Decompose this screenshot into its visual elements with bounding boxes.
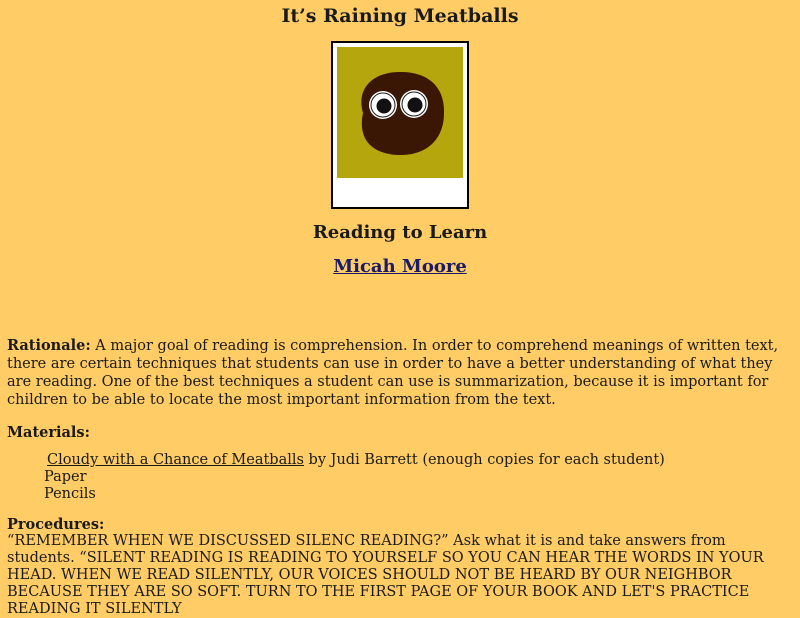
materials-list — [44, 452, 665, 503]
procedures-heading: Procedures: — [7, 516, 105, 533]
author-link[interactable]: Micah Moore — [333, 256, 467, 277]
book-title: Cloudy with a Chance of Meatballs — [47, 452, 304, 468]
rationale-text: A major goal of reading is comprehension. In order to comprehend meanings of written text, there are certain techniques that students can use in order to have a better understanding of what they are reading. One of the best techniques a student can use is summarization, because it is important for children to be able to locate the most important information from the text. — [7, 338, 779, 408]
materials-item-paper: Paper — [44, 469, 87, 485]
rationale-label: Rationale: — [7, 337, 91, 354]
meatball-cartoon-image — [333, 43, 467, 207]
right-eye — [400, 90, 428, 118]
book-details: by Judi Barrett (enough copies for each student) — [303, 452, 665, 468]
page-title: It’s Raining Meatballs — [281, 5, 519, 27]
left-eye — [369, 91, 397, 119]
author-link-container — [0, 256, 800, 277]
materials-heading: Materials: — [7, 424, 90, 441]
page-subtitle: Reading to Learn — [312, 222, 488, 243]
rationale-paragraph — [7, 337, 797, 409]
materials-item-pencils: Pencils — [44, 486, 96, 502]
materials-item-book — [44, 452, 665, 469]
procedures-text: “REMEMBER WHEN WE DISCUSSED SILENC READING?” Ask what it is and take answers from students. “SILENT READING IS READING TO YOURSELF SO YOU CAN HEAR THE WORDS IN YOUR HEAD. WHEN WE READ SILENTLY, OUR VOICES SHOULD NOT BE HEARD BY OUR NEIGHBOR BECAUSE THEY ARE SO SOFT. TURN TO THE FIRST PAGE OF YOUR BOOK AND LET'S PRACTICE READING IT SILENTLY — [7, 533, 764, 617]
meatball-photo — [331, 41, 469, 209]
